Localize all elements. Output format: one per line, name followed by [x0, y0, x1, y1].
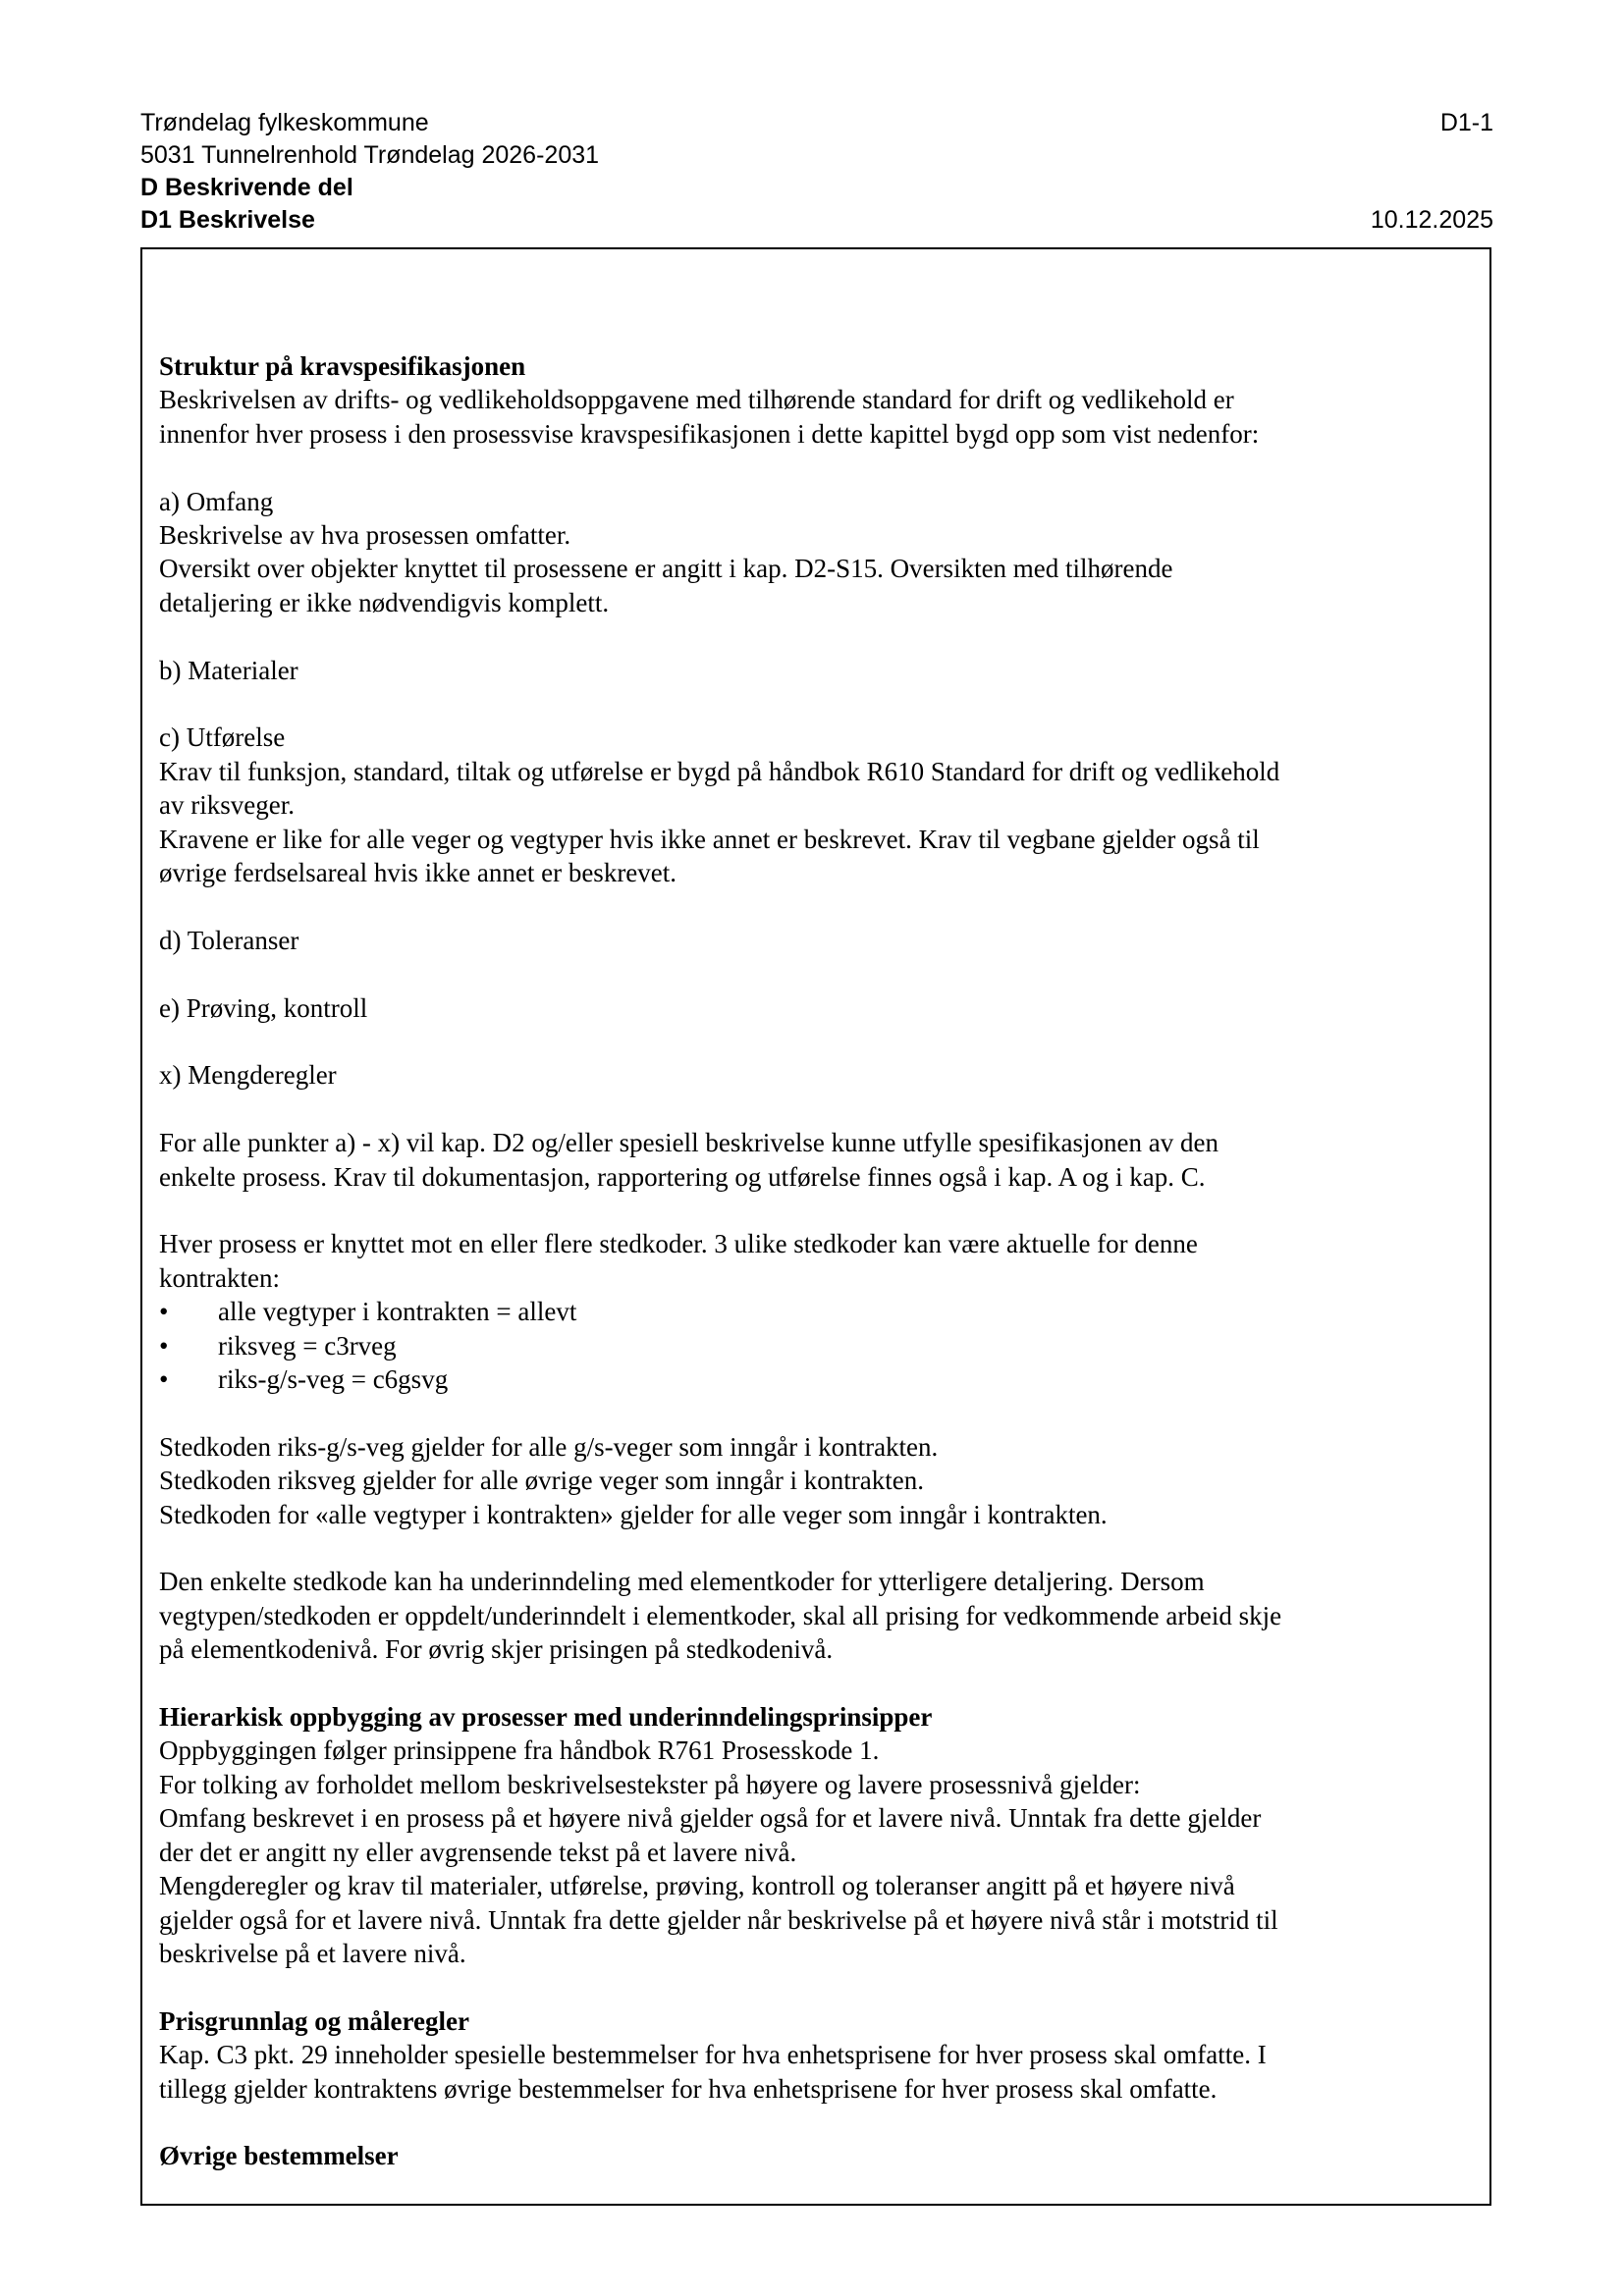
text-line: Beskrivelse av hva prosessen omfatter.	[159, 520, 571, 551]
bullet-icon: •	[159, 1364, 169, 1395]
page-header	[140, 107, 1493, 237]
text-line: Oppbyggingen følger prinsippene fra håndbok R761 Prosesskode 1.	[159, 1735, 880, 1766]
list-item-text: riks-g/s-veg = c6gsvg	[218, 1364, 449, 1395]
text-line: beskrivelse på et lavere nivå.	[159, 1938, 466, 1968]
item-b-title: b) Materialer	[159, 655, 298, 685]
text-line: Stedkoden riksveg gjelder for alle øvrige veger som inngår i kontrakten.	[159, 1466, 925, 1496]
list-item-text: riksveg = c3rveg	[218, 1330, 397, 1361]
heading-hierarchy: Hierarkisk oppbygging av prosesser med underinndelingsprinsipper	[159, 1702, 933, 1733]
text-line: vegtypen/stedkoden er oppdelt/underinndelt i elementkoder, skal all prising for vedkommende arbeid skje	[159, 1600, 1282, 1630]
item-a-title: a) Omfang	[159, 486, 274, 516]
heading-pricing: Prisgrunnlag og måleregler	[159, 2005, 469, 2036]
text-line: For alle punkter a) - x) vil kap. D2 og/eller spesiell beskrivelse kunne utfylle spesifikasjonen av den	[159, 1128, 1218, 1158]
bullet-icon: •	[159, 1297, 169, 1327]
text-line: Den enkelte stedkode kan ha underinndeling med elementkoder for ytterligere detaljering. Dersom	[159, 1567, 1205, 1597]
section-title: D1 Beskrivelse	[140, 206, 315, 234]
text-line: Oversikt over objekter knyttet til prosessene er angitt i kap. D2-S15. Oversikten med tilhørende	[159, 554, 1173, 584]
bullet-icon: •	[159, 1330, 169, 1361]
text-line: innenfor hver prosess i den prosessvise kravspesifikasjonen i dette kapittel bygd opp som vist nedenfor:	[159, 418, 1260, 449]
item-c-title: c) Utførelse	[159, 722, 286, 753]
header-row-3	[140, 172, 1493, 204]
text-line: For tolking av forholdet mellom beskrivelsestekster på høyere og lavere prosessnivå gjelder:	[159, 1769, 1141, 1799]
header-row-2	[140, 139, 1493, 172]
document-body	[159, 349, 1475, 2173]
text-line: detaljering er ikke nødvendigvis komplett.	[159, 587, 610, 617]
heading-structure: Struktur på kravspesifikasjonen	[159, 351, 526, 381]
text-line: Beskrivelsen av drifts- og vedlikeholdsoppgavene med tilhørende standard for drift og vedlikehold er	[159, 385, 1234, 415]
text-line: Stedkoden riks-g/s-veg gjelder for alle g/s-veger som inngår i kontrakten.	[159, 1431, 939, 1462]
text-line: Mengderegler og krav til materialer, utførelse, prøving, kontroll og toleranser angitt på et høyere nivå	[159, 1871, 1235, 1901]
text-line: tillegg gjelder kontraktens øvrige bestemmelser for hva enhetsprisene for hver prosess skal omfatte.	[159, 2073, 1218, 2104]
text-line: Stedkoden for «alle vegtyper i kontrakten» gjelder for alle veger som inngår i kontrakten.	[159, 1499, 1108, 1529]
list-item	[159, 1329, 1475, 1362]
item-e-title: e) Prøving, kontroll	[159, 992, 368, 1023]
list-item-text: alle vegtyper i kontrakten = allevt	[218, 1297, 577, 1327]
item-d-title: d) Toleranser	[159, 925, 299, 955]
text-line: der det er angitt ny eller avgrensende tekst på et lavere nivå.	[159, 1837, 797, 1867]
organization-name: Trøndelag fylkeskommune	[140, 109, 429, 136]
heading-other-provisions: Øvrige bestemmelser	[159, 2141, 399, 2171]
contract-title: 5031 Tunnelrenhold Trøndelag 2026-2031	[140, 141, 600, 169]
text-line: øvrige ferdselsareal hvis ikke annet er beskrevet.	[159, 858, 677, 888]
text-line: av riksveger.	[159, 790, 295, 821]
text-line: Kap. C3 pkt. 29 inneholder spesielle bestemmelser for hva enhetsprisene for hver prosess skal omfatte. I	[159, 2040, 1267, 2070]
text-line: kontrakten:	[159, 1262, 280, 1293]
text-line: Krav til funksjon, standard, tiltak og utførelse er bygd på håndbok R610 Standard for drift og vedlikehold	[159, 756, 1280, 786]
header-row-4	[140, 204, 1493, 237]
text-line: enkelte prosess. Krav til dokumentasjon, rapportering og utførelse finnes også i kap. A og i kap. C.	[159, 1161, 1206, 1192]
header-row-1	[140, 107, 1493, 139]
text-line: Kravene er like for alle veger og vegtyper hvis ikke annet er beskrevet. Krav til vegbane gjelder også til	[159, 824, 1260, 854]
part-title: D Beskrivende del	[140, 174, 353, 201]
item-x-title: x) Mengderegler	[159, 1060, 337, 1091]
page-id: D1-1	[1439, 109, 1493, 136]
text-line: på elementkodenivå. For øvrig skjer prisingen på stedkodenivå.	[159, 1634, 834, 1665]
text-line: Hver prosess er knyttet mot en eller flere stedkoder. 3 ulike stedkoder kan være aktuelle for denne	[159, 1229, 1198, 1259]
text-line: Omfang beskrevet i en prosess på et høyere nivå gjelder også for et lavere nivå. Unntak fra dette gjelder	[159, 1803, 1262, 1834]
list-item	[159, 1295, 1475, 1328]
document-date: 10.12.2025	[1370, 206, 1493, 234]
text-line: gjelder også for et lavere nivå. Unntak fra dette gjelder når beskrivelse på et høyere nivå står i motstrid til	[159, 1904, 1278, 1935]
list-item	[159, 1362, 1475, 1396]
